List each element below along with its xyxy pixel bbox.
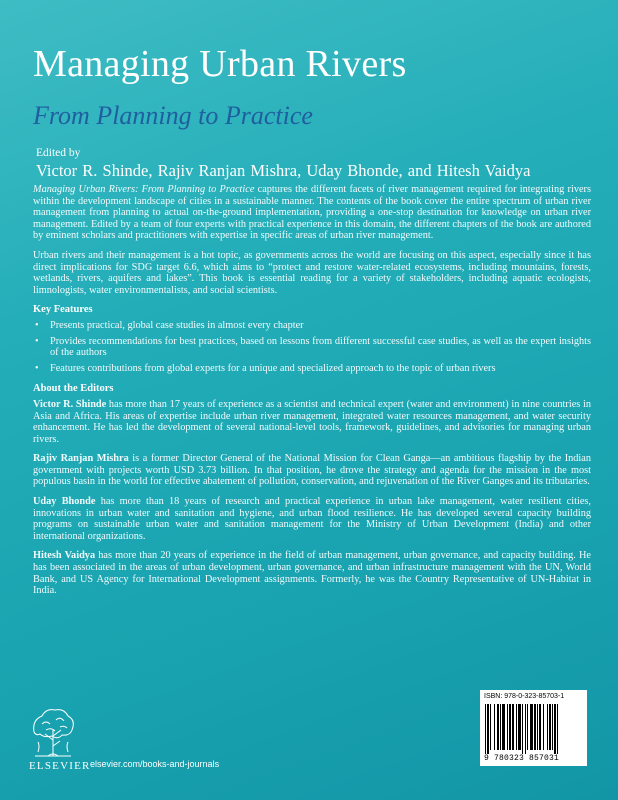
feature-item: [33, 363, 591, 375]
description-text-1: captures the different facets of river management required for integrating rivers within the development landscape of cities in a sustainable manner. The contents of the book cover the entire spectrum of urban river management from planning to actual on-the-ground implementation, providing a one-stop destination for knowledge on urban river management. Edited by a team of four experts with practical experience in this domain, the different chapters of the book are authored by eminent scholars and practitioners with expertise in specific areas of urban river management.: [33, 184, 591, 242]
elsevier-tree-logo: [30, 706, 76, 758]
barcode-bar: [490, 704, 491, 750]
barcode-bar: [557, 704, 558, 754]
barcode-bar: [518, 704, 521, 750]
barcode-bar: [552, 704, 553, 750]
barcode-number: 9 780323 857031: [484, 754, 560, 763]
barcode-bar: [512, 704, 514, 750]
barcode-bar: [516, 704, 517, 750]
barcode-bar: [537, 704, 538, 750]
edited-by-label: Edited by: [36, 147, 81, 159]
editor-names: Victor R. Shinde, Rajiv Ranjan Mishra, Uday Bhonde, and Hitesh Vaidya: [36, 161, 531, 180]
key-features-heading: Key Features: [33, 304, 93, 316]
feature-item: [33, 320, 591, 332]
editor-bio-text: has more than 17 years of experience as a scientist and technical expert (water and environment) in nine countries in Asia and Africa. His areas of expertise include urban river management, integrated water resources management, and water security enhancement. He has led the development of several national-level tools, framework, guidelines, and advisories for managing urban rivers.: [33, 398, 591, 445]
barcode-bar: [530, 704, 533, 750]
bullet-icon: •: [35, 319, 39, 331]
barcode-bar: [534, 704, 536, 750]
editor-bio-text: has more than 18 years of research and practical experience in urban lake management, water resilient cities, innovations in urban water and sanitation and hygiene, and urban flood resilience. He has developed several capacity building programs on sustainable urban water and sanitation management for the Ministry of Urban Development (India) and other international organizations.: [33, 496, 591, 542]
editor-bio-name: Victor R. Shinde: [33, 398, 107, 410]
barcode-bar: [522, 704, 523, 754]
book-title-italic: Managing Urban Rivers: From Planning to Practice: [33, 184, 255, 195]
barcode-bar: [543, 704, 544, 750]
feature-text: Presents practical, global case studies in almost every chapter: [50, 319, 304, 331]
barcode-bar: [497, 704, 499, 750]
editor-bio-text: is a former Director General of the National Mission for Clean Ganga—an ambitious flagship by the Indian government with projects worth USD 3.73 billion. In that position, he drove the strategy and agenda for the mission in the most populous basin in the world for effective abatement of pollution, conservation, and rejuvenation of the River Ganges and its tributaries.: [33, 453, 591, 488]
barcode-bar: [547, 704, 548, 750]
editor-bio-name: Uday Bhonde: [33, 496, 96, 508]
editor-bio-name: Rajiv Ranjan Mishra: [33, 453, 129, 465]
description-block: [33, 184, 591, 605]
editor-bio-text: has more than 20 years of experience in the field of urban management, urban governance, and capacity building. He has been associated in the areas of urban development, urban governance, and urban infrastructure management with the UN, World Bank, and US Agency for International Development assignments. Formerly, he was the Country Representative of UN-Habitat in India.: [33, 550, 591, 597]
barcode-bar: [549, 704, 551, 750]
book-subtitle: From Planning to Practice: [33, 101, 313, 130]
key-features-list: [33, 320, 591, 374]
isbn-label: ISBN: 978-0-323-85703-1: [484, 693, 565, 700]
barcode-bar: [509, 704, 511, 750]
barcode-bar: [500, 704, 501, 750]
publisher-name: ELSEVIER: [29, 760, 91, 772]
barcode-bars: [484, 704, 583, 754]
feature-text: Provides recommendations for best practices, based on lessons from different successful case studies, as well as the expert insights of the authors: [50, 335, 591, 359]
feature-item: [33, 336, 591, 359]
editor-bio: [33, 453, 591, 488]
publisher-website: elsevier.com/books-and-journals: [90, 759, 220, 769]
isbn-barcode: [480, 690, 587, 766]
feature-text: Features contributions from global experts for a unique and specialized approach to the topic of urban rivers: [50, 362, 496, 374]
about-editors-heading: About the Editors: [33, 383, 114, 395]
description-paragraph-2: Urban rivers and their management is a hot topic, as governments across the world are focusing on this aspect, especially since it has direct implications for SDG target 6.6, which aims to “protect and restore water-related ecosystems, including mountains, forests, wetlands, rivers, aquifers and lakes”. This book is essential reading for a variety of stakeholders, including aquatic ecologists, limnologists, water environmentalists, and social scientists.: [33, 249, 591, 296]
barcode-bar: [539, 704, 541, 750]
bullet-icon: •: [35, 362, 39, 374]
barcode-bar: [494, 704, 495, 750]
barcode-bar: [554, 704, 556, 754]
barcode-bar: [527, 704, 528, 750]
barcode-bar: [507, 704, 508, 750]
barcode-bar: [487, 704, 489, 754]
editor-bio-name: Hitesh Vaidya: [33, 550, 96, 562]
bullet-icon: •: [35, 335, 39, 347]
editor-bio: [33, 496, 591, 542]
editor-bio: [33, 399, 591, 445]
barcode-bar: [502, 704, 505, 750]
description-paragraph-1: [33, 184, 591, 242]
book-title: Managing Urban Rivers: [33, 43, 407, 85]
editor-bio: [33, 550, 591, 596]
barcode-bar: [525, 704, 526, 754]
barcode-bar: [485, 704, 486, 754]
